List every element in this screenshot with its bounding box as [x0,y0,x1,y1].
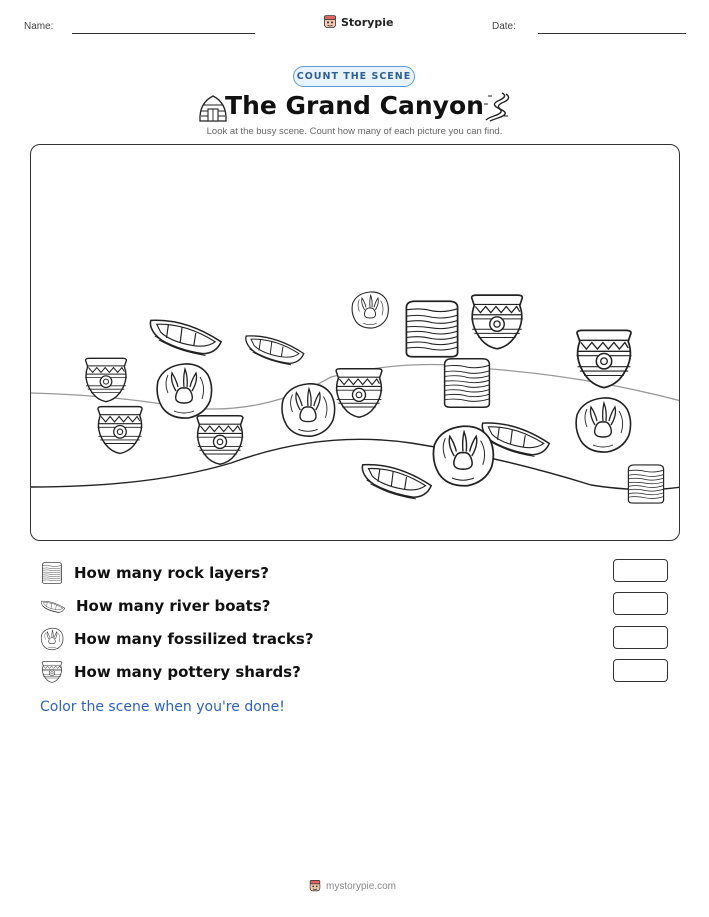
fossil-track-5 [433,426,493,486]
mascot-icon [308,879,322,893]
date-label: Date: [492,21,516,32]
river-icon [480,90,512,122]
pottery-shard-3 [85,358,127,401]
answer-box-rock-layers[interactable] [613,559,668,582]
footer-url: mystorypie.com [326,880,397,892]
brand-logo [322,14,393,30]
answer-box-pottery-shards[interactable] [613,659,668,682]
brand-name: Storypie [341,15,394,29]
date-line[interactable] [538,33,686,34]
footer [308,879,396,893]
rock-layers-1 [406,301,457,356]
answer-box-river-boats[interactable] [613,592,668,615]
pottery-shard-6 [197,416,244,465]
name-line[interactable] [72,33,255,34]
pottery-shard-2 [577,330,632,387]
scene-drawing [31,145,680,541]
pottery-shard-4 [336,369,383,418]
river-boat-1 [150,320,221,355]
rock-layers-icon [40,561,64,585]
question-label: How many fossilized tracks? [74,630,314,648]
pottery-shard-1 [471,295,523,349]
fossil-track-1 [352,292,388,328]
fossil-track-3 [282,384,335,436]
answer-box-fossilized-tracks[interactable] [613,626,668,649]
instructions: Look at the busy scene. Count how many of each picture you can find. [206,126,503,137]
count-scene [30,144,680,541]
fossil-track-2 [157,364,212,418]
question-label: How many rock layers? [74,564,269,582]
river-boat-2 [246,336,304,365]
river-boat-4 [362,465,431,499]
mascot-icon [322,14,338,30]
question-fossilized-tracks [40,626,314,652]
page-title: The Grand Canyon [225,91,484,120]
fossil-track-icon [40,627,64,651]
question-river-boats [40,593,270,619]
question-label: How many river boats? [76,597,271,615]
pottery-shard-5 [98,407,143,454]
rock-layers-2 [445,359,490,408]
question-label: How many pottery shards? [74,663,301,681]
fossil-track-4 [576,398,631,452]
name-label: Name: [24,21,54,32]
count-the-scene-badge: COUNT THE SCENE [293,66,415,87]
pottery-shard-icon [40,660,64,684]
river-boat-icon [40,596,66,616]
rock-layers-3 [628,465,663,503]
question-pottery-shards [40,659,301,685]
question-rock-layers [40,560,269,586]
coloring-note: Color the scene when you're done! [40,699,285,715]
